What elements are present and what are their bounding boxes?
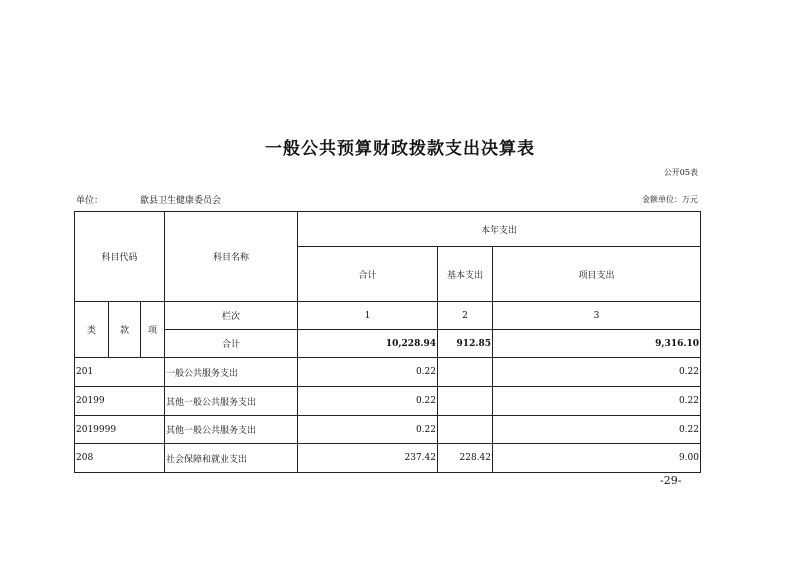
table-title: 一般公共预算财政拨款支出决算表 bbox=[265, 139, 535, 159]
row-code: 20199 bbox=[75, 387, 165, 416]
current-year-header: 本年支出 bbox=[298, 212, 701, 247]
xiang-header: 项 bbox=[141, 302, 165, 358]
kuan-header: 款 bbox=[109, 302, 141, 358]
row-total: 0.22 bbox=[298, 358, 438, 387]
row-basic bbox=[438, 416, 493, 444]
subject-name-header: 科目名称 bbox=[165, 212, 298, 302]
row-project: 0.22 bbox=[493, 358, 701, 387]
total-row-label: 合计 bbox=[165, 330, 298, 358]
row-code: 201 bbox=[75, 358, 165, 387]
row-total: 0.22 bbox=[298, 416, 438, 444]
row-name: 社会保障和就业支出 bbox=[165, 444, 298, 473]
unit-label: 单位： bbox=[76, 196, 104, 206]
table-row bbox=[75, 444, 701, 473]
header-row-1 bbox=[75, 212, 701, 247]
row-basic bbox=[438, 387, 493, 416]
row-name: 一般公共服务支出 bbox=[165, 358, 298, 387]
column-index-1: 1 bbox=[298, 302, 438, 330]
row-project: 0.22 bbox=[493, 387, 701, 416]
column-index-2: 2 bbox=[438, 302, 493, 330]
row-project: 0.22 bbox=[493, 416, 701, 444]
unit-value: 歙县卫生健康委员会 bbox=[140, 196, 222, 206]
row-basic: 228.42 bbox=[438, 444, 493, 473]
form-code: 公开05表 bbox=[663, 168, 698, 177]
budget-expenditure-table bbox=[74, 211, 701, 473]
total-row-project: 9,316.10 bbox=[493, 330, 701, 358]
total-row bbox=[75, 330, 701, 358]
subject-code-header: 科目代码 bbox=[75, 212, 165, 302]
total-row-total: 10,228.94 bbox=[298, 330, 438, 358]
table-row bbox=[75, 416, 701, 444]
column-index-row bbox=[75, 302, 701, 330]
row-name: 其他一般公共服务支出 bbox=[165, 387, 298, 416]
row-project: 9.00 bbox=[493, 444, 701, 473]
table-row bbox=[75, 358, 701, 387]
amount-unit: 金额单位：万元 bbox=[642, 195, 698, 204]
row-basic bbox=[438, 358, 493, 387]
total-row-basic: 912.85 bbox=[438, 330, 493, 358]
row-name: 其他一般公共服务支出 bbox=[165, 416, 298, 444]
row-total: 237.42 bbox=[298, 444, 438, 473]
table-row bbox=[75, 387, 701, 416]
total-header: 合计 bbox=[298, 247, 438, 302]
column-index-label: 栏次 bbox=[165, 302, 298, 330]
column-index-3: 3 bbox=[493, 302, 701, 330]
lei-header: 类 bbox=[75, 302, 109, 358]
row-total: 0.22 bbox=[298, 387, 438, 416]
row-code: 208 bbox=[75, 444, 165, 473]
page-number: -29- bbox=[660, 474, 682, 487]
row-code: 2019999 bbox=[75, 416, 165, 444]
project-header: 项目支出 bbox=[493, 247, 701, 302]
basic-header: 基本支出 bbox=[438, 247, 493, 302]
